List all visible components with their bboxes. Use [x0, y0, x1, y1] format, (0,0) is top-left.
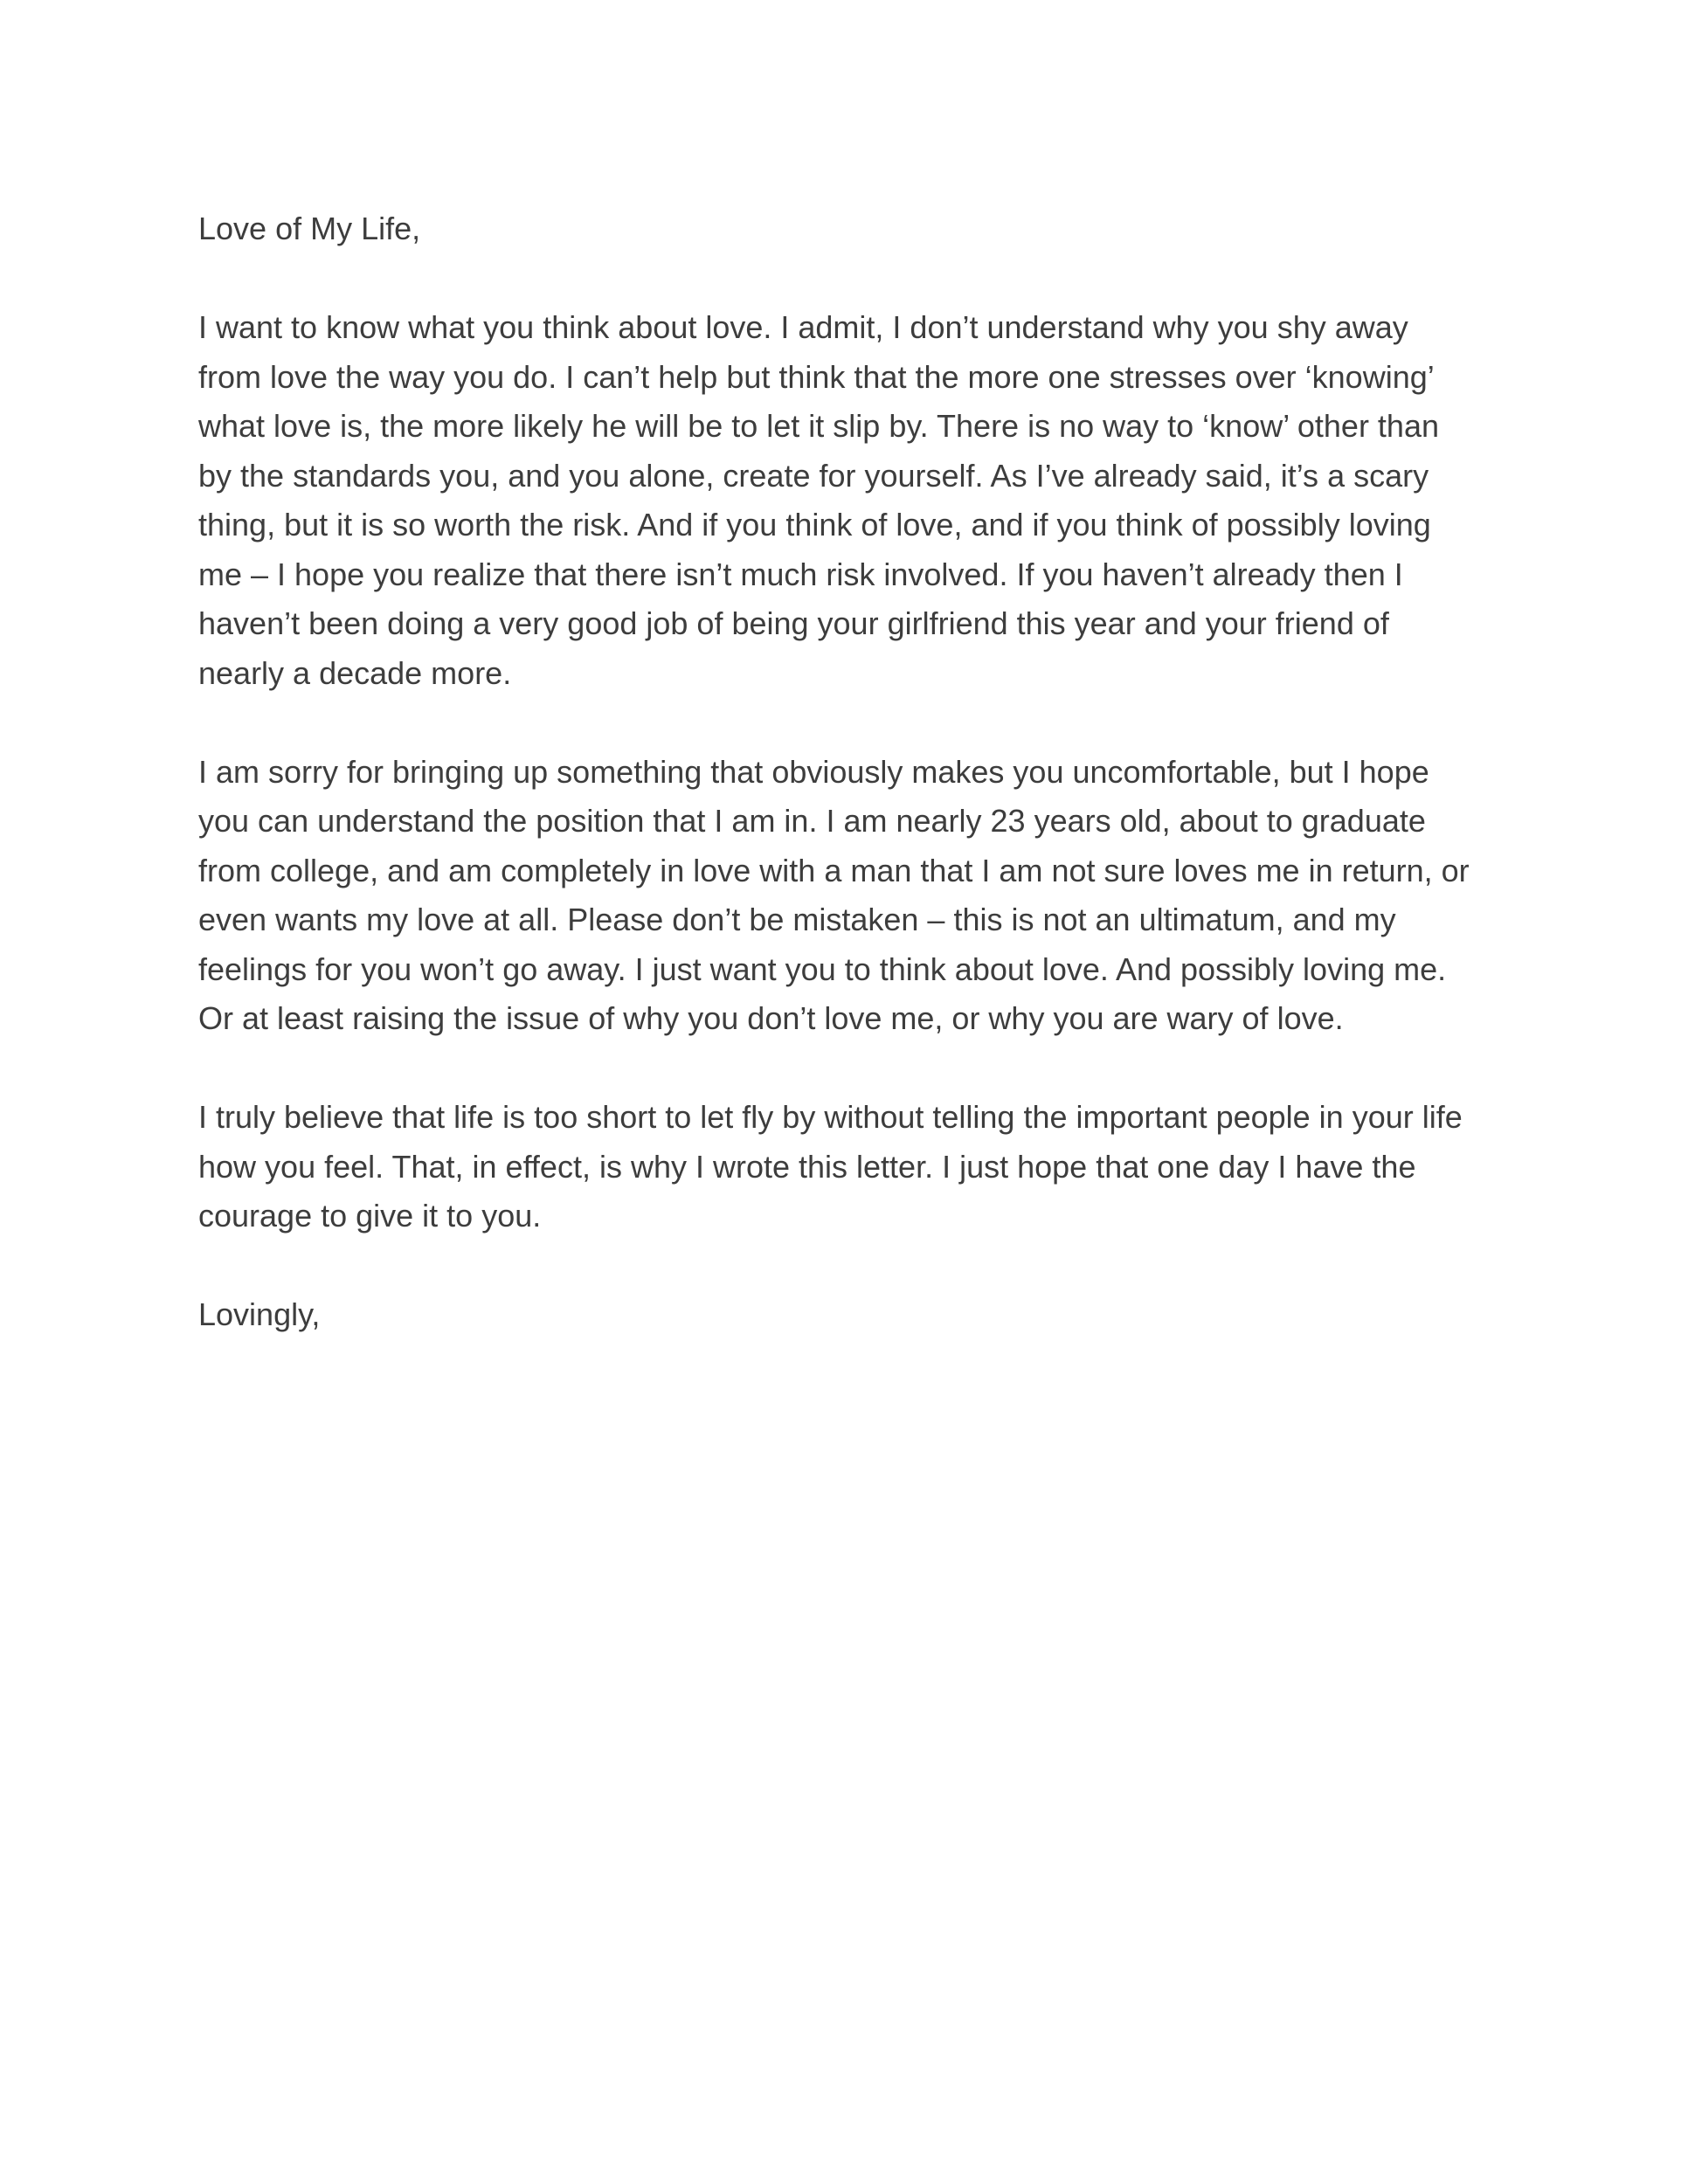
- paragraph-2: [198, 748, 1500, 1044]
- paragraph-3: [198, 1093, 1500, 1241]
- paragraph-line: haven’t been doing a very good job of being your girlfriend this year and your friend of: [198, 605, 1389, 641]
- closing-line: Lovingly,: [198, 1296, 321, 1332]
- paragraph-line: by the standards you, and you alone, create for yourself. As I’ve already said, it’s a scary: [198, 457, 1429, 494]
- paragraph-line: I am sorry for bringing up something that obviously makes you uncomfortable, but I hope: [198, 753, 1429, 790]
- paragraph-line: thing, but it is so worth the risk. And if you think of love, and if you think of possibly loving: [198, 507, 1431, 543]
- paragraph-line: I want to know what you think about love. I admit, I don’t understand why you shy away: [198, 309, 1408, 345]
- paragraph-line: nearly a decade more.: [198, 654, 512, 691]
- paragraph-1: [198, 303, 1500, 698]
- paragraph-line: I truly believe that life is too short to let fly by without telling the important people in your life: [198, 1099, 1463, 1135]
- paragraph-line: feelings for you won’t go away. I just want you to think about love. And possibly loving me.: [198, 950, 1447, 987]
- greeting-line: Love of My Life,: [198, 211, 421, 246]
- greeting: [198, 204, 1500, 254]
- closing: [198, 1290, 1500, 1340]
- letter-body: [198, 204, 1500, 1389]
- paragraph-line: how you feel. That, in effect, is why I wrote this letter. I just hope that one day I have the: [198, 1148, 1416, 1185]
- paragraph-line: what love is, the more likely he will be to let it slip by. There is no way to ‘know’ other than: [198, 408, 1439, 444]
- paragraph-line: you can understand the position that I am in. I am nearly 23 years old, about to graduate: [198, 803, 1426, 839]
- paragraph-line: courage to give it to you.: [198, 1198, 542, 1234]
- paragraph-line: Or at least raising the issue of why you don’t love me, or why you are wary of love.: [198, 1000, 1344, 1036]
- paragraph-line: even wants my love at all. Please don’t be mistaken – this is not an ultimatum, and my: [198, 902, 1396, 937]
- paragraph-line: from college, and am completely in love with a man that I am not sure loves me in return, or: [198, 852, 1470, 888]
- paragraph-line: from love the way you do. I can’t help but think that the more one stresses over ‘knowing’: [198, 358, 1435, 395]
- paragraph-line: me – I hope you realize that there isn’t much risk involved. If you haven’t already then I: [198, 556, 1403, 592]
